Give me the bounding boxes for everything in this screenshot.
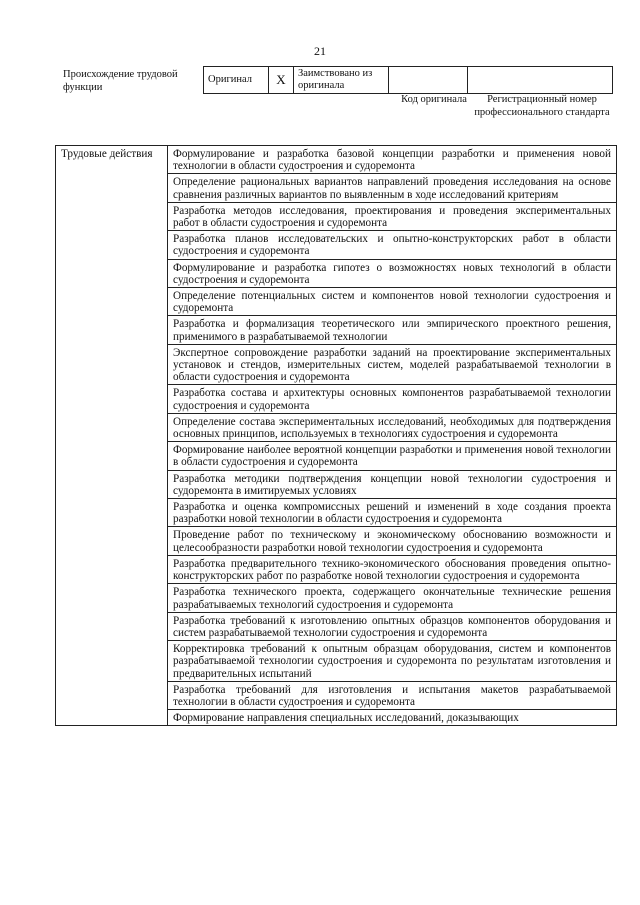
labor-action-item: Определение потенциальных систем и компонентов новой технологии судостроения и судоремонта — [168, 288, 617, 316]
labor-action-item: Разработка планов исследовательских и опытно-конструкторских работ в области судостроения и судоремонта — [168, 231, 617, 259]
code-label: Код оригинала — [401, 94, 467, 105]
borrowed-cell: Заимствовано из оригинала — [294, 67, 389, 94]
labor-action-item: Разработка технического проекта, содержащего окончательные технические решения разрабатываемых технологий судостроения и судоремонта — [168, 584, 617, 612]
labor-action-item: Проведение работ по техническому и экономическому обоснованию возможности и целесообразности разработки новой технологии судостроения и судоремонта — [168, 527, 617, 555]
labor-action-item: Разработка требований к изготовлению опытных образцов компонентов оборудования и систем разрабатываемой технологии судостроения и судоремонта — [168, 612, 617, 640]
labor-action-item: Корректировка требований к опытным образцам оборудования, систем и компонентов разрабатываемой технологии судостроения и судоремонта по результатам изготовления и предварительных испытаний — [168, 641, 617, 682]
code-cell — [389, 67, 468, 94]
labor-actions-table — [55, 145, 617, 726]
labor-action-item: Разработка предварительного технико-экономического обоснования проведения опытно-конструкторских работ по разработке новой технологии судостроения и судоремонта — [168, 555, 617, 583]
labor-action-item: Формулирование и разработка базовой концепции разработки и применения новой технологии в области судостроения и судоремонта — [168, 146, 617, 174]
labor-action-item: Разработка и оценка компромиссных решений и изменений в ходе создания проекта разработки новой технологии в области судостроения и судоремонта — [168, 499, 617, 527]
labor-actions-label: Трудовые действия — [56, 146, 168, 726]
labor-action-item: Разработка методики подтверждения концепции новой технологии судостроения и судоремонта в имитируемых условиях — [168, 470, 617, 498]
reg-number-label: Регистрационный номер профессионального стандарта — [474, 94, 610, 118]
labor-action-item: Определение состава экспериментальных исследований, необходимых для подтверждения основных принципов, используемых в технологиях судостроения и судоремонта — [168, 413, 617, 441]
page-number: 21 — [314, 44, 326, 58]
labor-action-item: Разработка методов исследования, проектирования и проведения экспериментальных работ в области судостроения и судоремонта — [168, 202, 617, 230]
labor-action-item: Формирование направления специальных исследований, доказывающих — [168, 710, 617, 726]
labor-action-item: Разработка требований для изготовления и испытания макетов разрабатываемой технологии в области судостроения и судоремонта — [168, 681, 617, 709]
origin-table — [203, 66, 613, 94]
original-cell: Оригинал — [204, 67, 269, 94]
origin-label: Происхождение трудовой функции — [63, 69, 178, 93]
labor-action-item: Разработка и формализация теоретического или эмпирического проектного решения, применимого в разрабатываемой технологии — [168, 316, 617, 344]
labor-action-item: Разработка состава и архитектуры основных компонентов разрабатываемой технологии судостроения и судоремонта — [168, 385, 617, 413]
original-mark: X — [269, 67, 294, 94]
reg-number-cell — [468, 67, 613, 94]
labor-action-item: Экспертное сопровождение разработки заданий на проектирование экспериментальных установок и стендов, измерительных систем, моделей разрабатываемой технологии в области судостроения и судоремонта — [168, 344, 617, 385]
labor-action-item: Формулирование и разработка гипотез о возможностях новых технологий в области судостроения и судоремонта — [168, 259, 617, 287]
labor-action-item: Формирование наиболее вероятной концепции разработки и применения новой технологии в области судостроения и судоремонта — [168, 442, 617, 470]
labor-action-item: Определение рациональных вариантов направлений проведения исследования на основе сравнения различных вариантов по выявленным в ходе исследований критериям — [168, 174, 617, 202]
